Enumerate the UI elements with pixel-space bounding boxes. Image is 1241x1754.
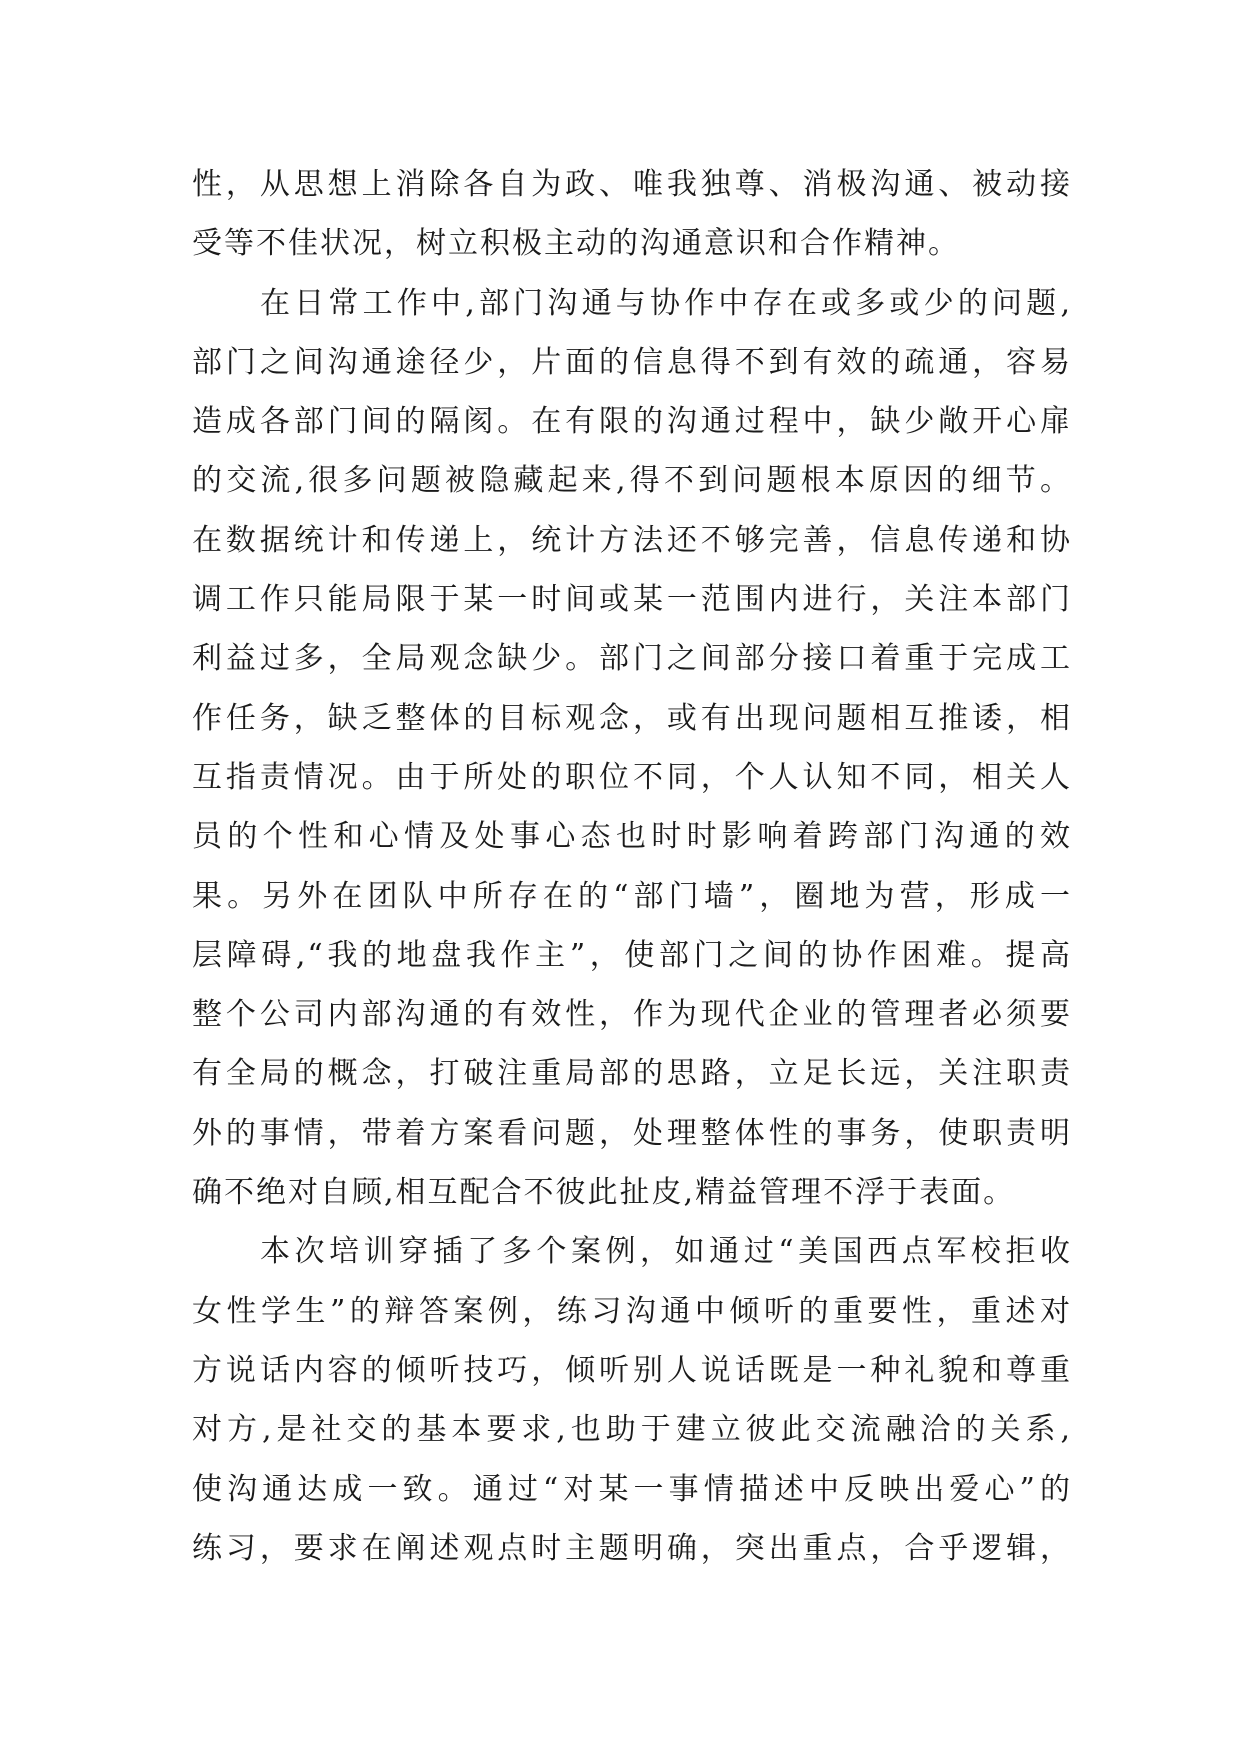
text-line: 确不绝对自顾,相互配合不彼此扯皮,精益管理不浮于表面。 [192,1175,1016,1211]
text-line: 方说话内容的倾听技巧，倾听别人说话既是一种礼貌和尊重 [192,1352,1072,1388]
text-line: 作任务，缺乏整体的目标观念，或有出现问题相互推诿，相 [192,700,1072,736]
text-line: 部门之间沟通途径少，片面的信息得不到有效的疏通，容易 [192,344,1072,380]
text-line: 有全局的概念，打破注重局部的思路，立足长远，关注职责 [192,1056,1072,1092]
text-line: 互指责情况。由于所处的职位不同，个人认知不同，相关人 [192,759,1072,795]
text-line: 果。另外在团队中所存在的“部门墙”，圈地为营，形成一 [192,878,1072,914]
text-line: 员的个性和心情及处事心态也时时影响着跨部门沟通的效 [192,819,1072,855]
text-line: 练习，要求在阐述观点时主题明确，突出重点，合乎逻辑， [192,1530,1072,1566]
text-line: 本次培训穿插了多个案例，如通过“美国西点军校拒收 [260,1234,1072,1270]
text-line: 造成各部门间的隔阂。在有限的沟通过程中，缺少敞开心扉 [192,404,1072,440]
text-line: 利益过多，全局观念缺少。部门之间部分接口着重于完成工 [192,641,1072,677]
text-line: 的交流,很多问题被隐藏起来,得不到问题根本原因的细节。 [192,463,1072,499]
text-line: 层障碍,“我的地盘我作主”，使部门之间的协作困难。提高 [192,937,1072,973]
text-line: 调工作只能局限于某一时间或某一范围内进行，关注本部门 [192,582,1072,618]
text-line: 受等不佳状况，树立积极主动的沟通意识和合作精神。 [192,226,960,262]
text-line: 对方,是社交的基本要求,也助于建立彼此交流融洽的关系, [192,1412,1072,1448]
text-line: 外的事情，带着方案看问题，处理整体性的事务，使职责明 [192,1115,1072,1151]
text-line: 整个公司内部沟通的有效性，作为现代企业的管理者必须要 [192,997,1072,1033]
text-line: 在数据统计和传递上，统计方法还不够完善，信息传递和协 [192,522,1072,558]
text-line: 使沟通达成一致。通过“对某一事情描述中反映出爱心”的 [192,1471,1072,1507]
text-line: 在日常工作中,部门沟通与协作中存在或多或少的问题, [260,285,1072,321]
text-line: 女性学生”的辩答案例，练习沟通中倾听的重要性，重述对 [192,1293,1072,1329]
text-line: 性，从思想上消除各自为政、唯我独尊、消极沟通、被动接 [192,167,1072,202]
document-body [192,155,1072,1578]
